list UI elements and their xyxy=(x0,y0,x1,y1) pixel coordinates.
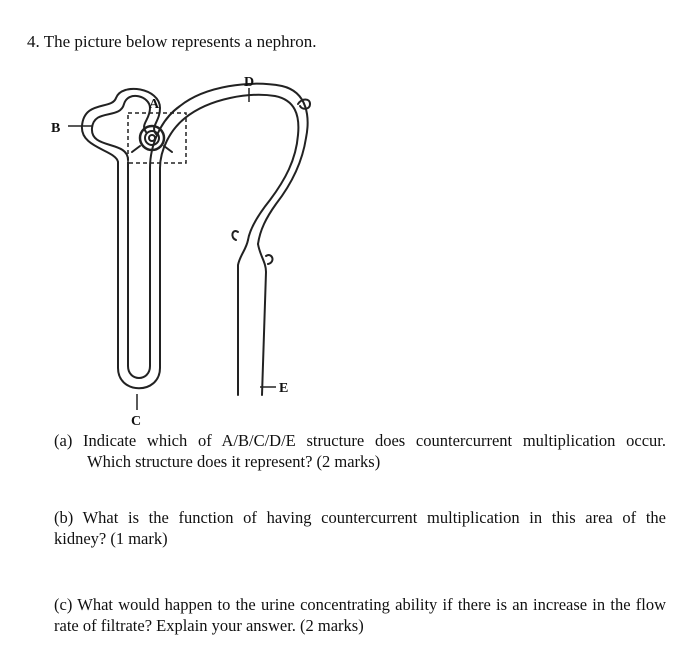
label-d: D xyxy=(244,75,255,90)
part-c-line-2: rate of filtrate? Explain your answer. (2 marks) xyxy=(54,616,364,635)
collecting-duct-right xyxy=(258,244,266,395)
label-c: C xyxy=(131,414,142,429)
label-a: A xyxy=(149,97,160,112)
part-b-line-1: (b) What is the function of having countercurrent multiplication in this area of the xyxy=(54,508,666,527)
label-e: E xyxy=(279,381,289,396)
collecting-duct-left xyxy=(238,240,248,395)
distal-tubule-inner xyxy=(150,84,308,244)
question-part-b xyxy=(54,507,666,549)
loop-descending-outer xyxy=(118,162,160,388)
part-c-line-1: (c) What would happen to the urine concentrating ability if there is an increase in the flow xyxy=(54,595,666,614)
curl-mid xyxy=(232,231,238,240)
curl-right xyxy=(266,255,272,264)
distal-tubule-outer xyxy=(160,95,298,240)
part-a-line-1: (a) Indicate which of A/B/C/D/E structure does countercurrent multiplication occur. xyxy=(54,431,666,450)
loop-descending-inner xyxy=(128,162,150,378)
question-title: 4. The picture below represents a nephron. xyxy=(27,32,317,51)
part-a-line-2: Which structure does it represent? (2 marks) xyxy=(87,452,381,471)
question-part-a xyxy=(54,430,666,472)
label-b: B xyxy=(51,121,61,136)
part-b-line-2: kidney? (1 mark) xyxy=(54,529,168,548)
question-part-c xyxy=(54,594,666,636)
